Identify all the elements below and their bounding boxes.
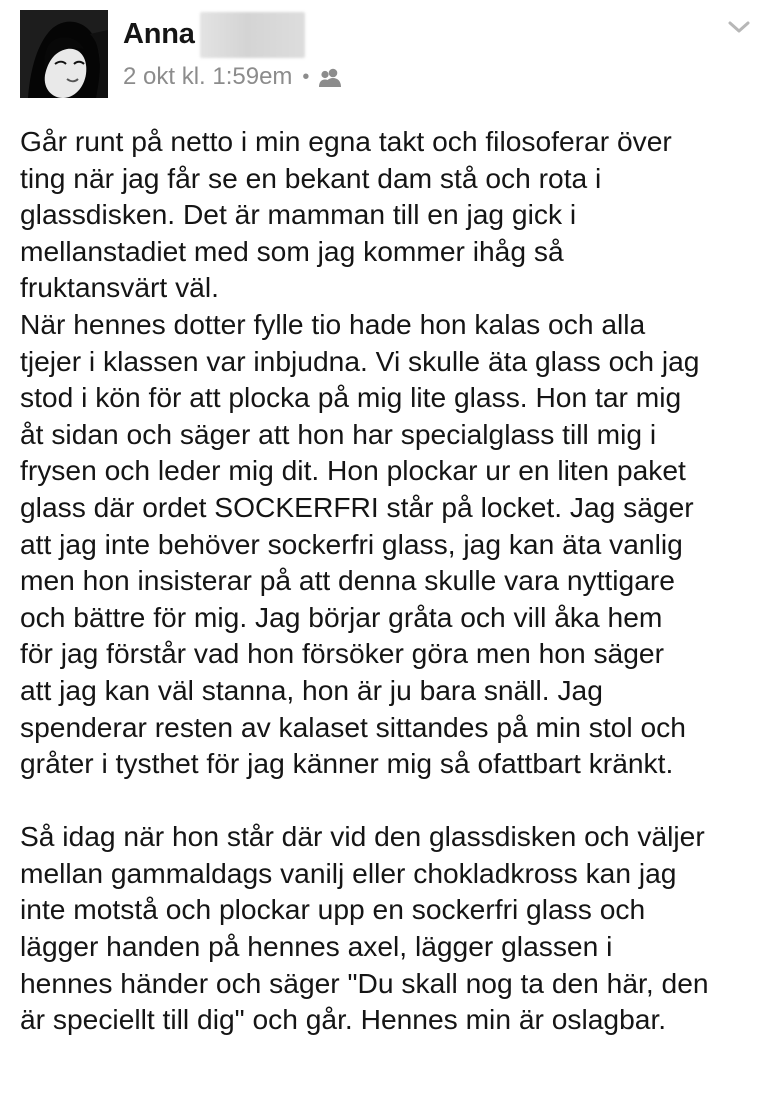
- post-text: [20, 123, 768, 1038]
- profile-photo-icon: [20, 10, 108, 98]
- post-paragraph: Går runt på netto i min egna takt och filosoferar över ting när jag får se en bekant dam stå och rota i glassdisken. Det är mamman till en jag gick i mellanstadiet med som jag kommer ihåg så fruktansvärt väl. När hennes dotter fylle tio hade hon kalas och alla tjejer i klassen var inbjudna. Vi skulle äta glass och jag stod i kön för att plocka på mig lite glass. Hon tar mig åt sidan och säger att hon har specialglass till mig i frysen och leder mig dit. Hon plockar ur en liten paket glass där ordet SOCKERFRI står på locket. Jag säger att jag inte behöver sockerfri glass, jag kan äta vanlig men hon insisterar på att denna skulle vara nyttigare och bättre för mig. Jag börjar gråta och vill åka hem för jag förstår vad hon försöker göra men hon säger att jag kan väl stanna, hon är ju bara snäll. Jag spenderar resten av kalaset sittandes på min stol och gråter i tysthet för jag känner mig så ofattbart kränkt.: [20, 125, 700, 780]
- author-name[interactable]: Anna: [123, 18, 195, 50]
- name-redaction: [200, 12, 305, 58]
- avatar[interactable]: [20, 10, 108, 98]
- friends-icon: [317, 67, 343, 89]
- post-timestamp[interactable]: 2 okt kl. 1:59em: [123, 63, 293, 90]
- post-options-button[interactable]: [723, 15, 755, 39]
- post-paragraph: Så idag när hon står där vid den glassdisken och väljer mellan gammaldags vanilj eller chokladkross kan jag inte motstå och plockar upp en sockerfri glass och lägger handen på hennes axel, lägger glassen i hennes händer och säger "Du skall nog ta den här, den är speciellt till dig" och går. Hennes min är oslagbar.: [20, 820, 709, 1036]
- post-meta: [123, 62, 343, 92]
- chevron-down-icon: [723, 15, 755, 39]
- meta-separator: •: [302, 66, 310, 88]
